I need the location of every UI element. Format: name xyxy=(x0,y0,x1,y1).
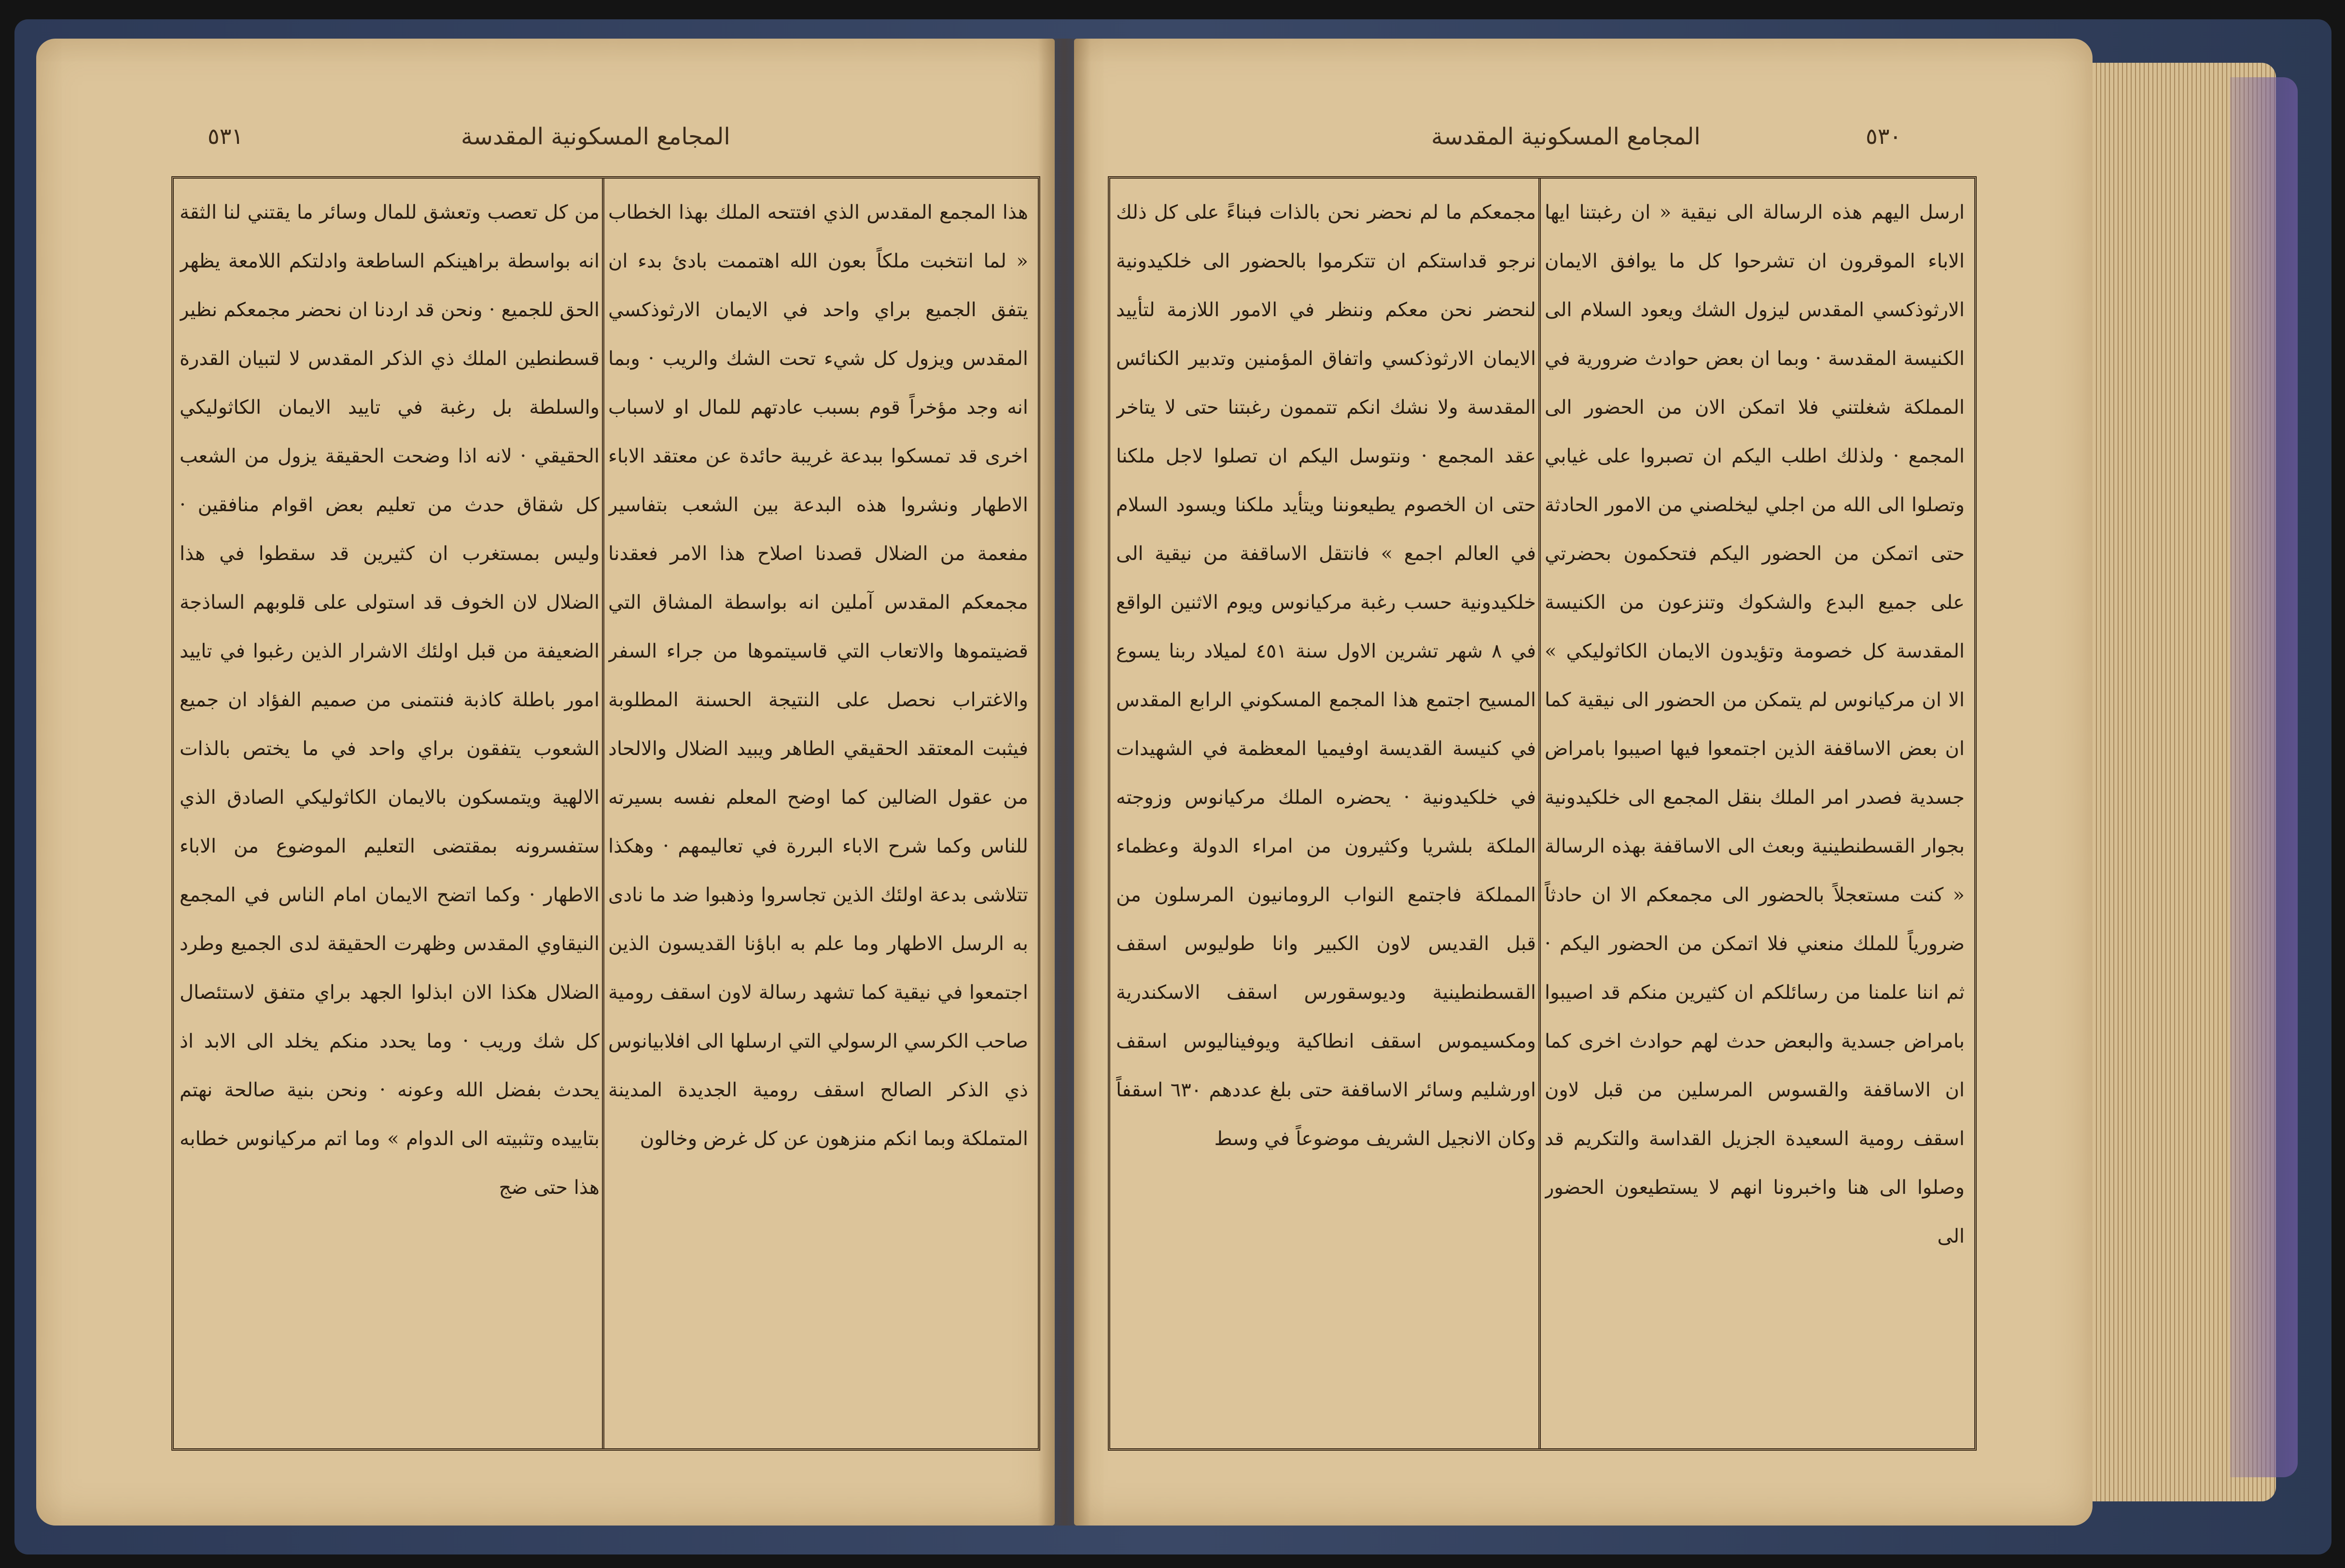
left-page-left-column xyxy=(180,188,600,1439)
left-page-right-column-text: هذا المجمع المقدس الذي افتتحه الملك بهذا الخطاب « لما انتخبت ملكاً بعون الله اهتممت بادئ بدء ان يتفق الجميع براي واحد في الايمان الارثوذكسي المقدس ويزول كل شيء تحت الشك والريب · وبما انه وجد مؤخراً قوم بسبب عادتهم للمال او لاسباب اخرى قد تمسكوا ببدعة غريبة حائدة عن معتقد الاباء الاطهار ونشروا هذه البدعة بين الشعب بتفاسير مفعمة من الضلال قصدنا اصلاح هذا الامر فعقدنا مجمعكم المقدس آملين انه بواسطة المشاق التي قضيتموها والاتعاب التي قاسيتموها من جراء السفر والاغتراب نحصل على النتيجة الحسنة المطلوبة فيثبت المعتقد الحقيقي الطاهر ويبيد الضلال والالحاد من عقول الضالين كما اوضح المعلم نفسه بسيرته للناس وكما شرح الاباء البررة في تعاليمهم · وهكذا تتلاشى بدعة اولئك الذين تجاسروا وذهبوا ضد ما نادى به الرسل الاطهار وما علم به اباؤنا القديسون الذين اجتمعوا في نيقية كما تشهد رسالة لاون اسقف رومية صاحب الكرسي الرسولي التي ارسلها الى افلابيانوس ذي الذكر الصالح اسقف رومية الجديدة المدينة المتملكة وبما انكم منزهون عن كل غرض وخالون xyxy=(608,201,1028,1150)
column-divider xyxy=(1538,179,1541,1448)
right-page-running-title: المجامع المسكونية المقدسة xyxy=(1431,123,1701,150)
right-page-text-frame xyxy=(1108,176,1977,1451)
left-page-left-column-text: من كل تعصب وتعشق للمال وسائر ما يقتني لنا الثقة انه بواسطة براهينكم الساطعة وادلتكم اللامعة يظهر الحق للجميع · ونحن قد اردنا ان نحضر مجمعكم نظير قسطنطين الملك ذي الذكر المقدس لا لتبيان القدرة والسلطة بل رغبة في تاييد الايمان الكاثوليكي الحقيقي · لانه اذا وضحت الحقيقة يزول من الشعب كل شقاق حدث من تعليم بعض اقوام منافقين · وليس بمستغرب ان كثيرين قد سقطوا في هذا الضلال لان الخوف قد استولى على قلوبهم الساذجة الضعيفة من قبل اولئك الاشرار الذين رغبوا في تاييد امور باطلة كاذبة فنتمنى من صميم الفؤاد ان جميع الشعوب يتفقون براي واحد في ما يختص بالذات الالهية ويتمسكون بالايمان الكاثوليكي الصادق الذي ستفسرونه بمقتضى التعليم الموضوع من الاباء الاطهار · وكما اتضح الايمان امام الناس في المجمع النيقاوي المقدس وظهرت الحقيقة لدى الجميع وطرد الضلال هكذا الان ابذلوا الجهد براي متفق لاستئصال كل شك وريب · وما يحدد منكم يخلد الى الابد اذ يحدث بفضل الله وعونه · ونحن بنية صالحة نهتم بتاييده وتثبيته الى الدوام » وما اتم مركيانوس خطابه هذا حتى ضج xyxy=(180,201,600,1199)
right-page-header xyxy=(1074,123,2093,162)
book-gutter xyxy=(1038,39,1091,1526)
left-page-header xyxy=(36,123,1055,162)
right-page-right-column xyxy=(1545,188,1965,1439)
right-page xyxy=(1074,39,2093,1526)
right-page-number: ٥٣٠ xyxy=(1866,123,1902,149)
right-page-left-column-text: مجمعكم ما لم نحضر نحن بالذات فبناءً على كل ذلك نرجو قداستكم ان تتكرموا بالحضور الى خلكيدونية لنحضر نحن معكم وننظر في الامور اللازمة لتأييد الايمان الارثوذكسي واتفاق المؤمنين وتدبير الكنائس المقدسة ولا نشك انكم تتممون رغبتنا حتى لا يتاخر عقد المجمع · ونتوسل اليكم ان تصلوا لاجل ملكنا حتى ان الخصوم يطيعوننا ويتأيد ملكنا ويسود السلام في العالم اجمع » فانتقل الاساقفة من نيقية الى خلكيدونية حسب رغبة مركيانوس ويوم الاثنين الواقع في ٨ شهر تشرين الاول سنة ٤٥١ لميلاد ربنا يسوع المسيح اجتمع هذا المجمع المسكوني الرابع المقدس في كنيسة القديسة اوفيميا المعظمة في الشهيدات في خلكيدونية · يحضره الملك مركيانوس وزوجته الملكة بلشريا وكثيرون من امراء الدولة وعظماء المملكة فاجتمع النواب الرومانيون المرسلون من قبل القديس لاون الكبير وانا طوليوس اسقف القسطنطينية وديوسقورس اسقف الاسكندرية ومكسيموس اسقف انطاكية ويوفيناليوس اسقف اورشليم وسائر الاساقفة حتى بلغ عددهم ٦٣٠ اسقفاً وكان الانجيل الشريف موضوعاً في وسط xyxy=(1116,201,1536,1150)
right-page-left-column xyxy=(1116,188,1536,1439)
left-page xyxy=(36,39,1055,1526)
left-page-text-frame xyxy=(171,176,1040,1451)
left-page-running-title: المجامع المسكونية المقدسة xyxy=(461,123,730,150)
right-page-right-column-text: ارسل اليهم هذه الرسالة الى نيقية « ان رغبتنا ايها الاباء الموقرون ان تشرحوا كل ما يوافق الايمان الارثوذكسي المقدس ليزول الشك ويعود السلام الى الكنيسة المقدسة · وبما ان بعض حوادث ضرورية في المملكة شغلتني فلا اتمكن الان من الحضور الى المجمع · ولذلك اطلب اليكم ان تصبروا على غيابي وتصلوا الى الله من اجلي ليخلصني من الامور الحادثة حتى اتمكن من الحضور اليكم فتحكمون بحضرتي على جميع البدع والشكوك وتنزعون من الكنيسة المقدسة كل خصومة وتؤيدون الايمان الكاثوليكي » الا ان مركيانوس لم يتمكن من الحضور الى نيقية كما ان بعض الاساقفة الذين اجتمعوا فيها اصيبوا بامراض جسدية فصدر امر الملك بنقل المجمع الى خلكيدونية بجوار القسطنطينية وبعث الى الاساقفة بهذه الرسالة « كنت مستعجلاً بالحضور الى مجمعكم الا ان حادثاً ضرورياً للملك منعني فلا اتمكن من الحضور اليكم · ثم اننا علمنا من رسائلكم ان كثيرين منكم قد اصيبوا بامراض جسدية والبعض حدث لهم حوادث اخرى كما ان الاساقفة والقسوس المرسلين من قبل لاون اسقف رومية السعيدة الجزيل القداسة والتكريم قد وصلوا الى هنا واخبرونا انهم لا يستطيعون الحضور الى xyxy=(1545,201,1965,1247)
cover-edge-stain xyxy=(2230,77,2298,1477)
left-page-right-column xyxy=(608,188,1028,1439)
left-page-number: ٥٣١ xyxy=(208,123,244,149)
column-divider xyxy=(602,179,604,1448)
